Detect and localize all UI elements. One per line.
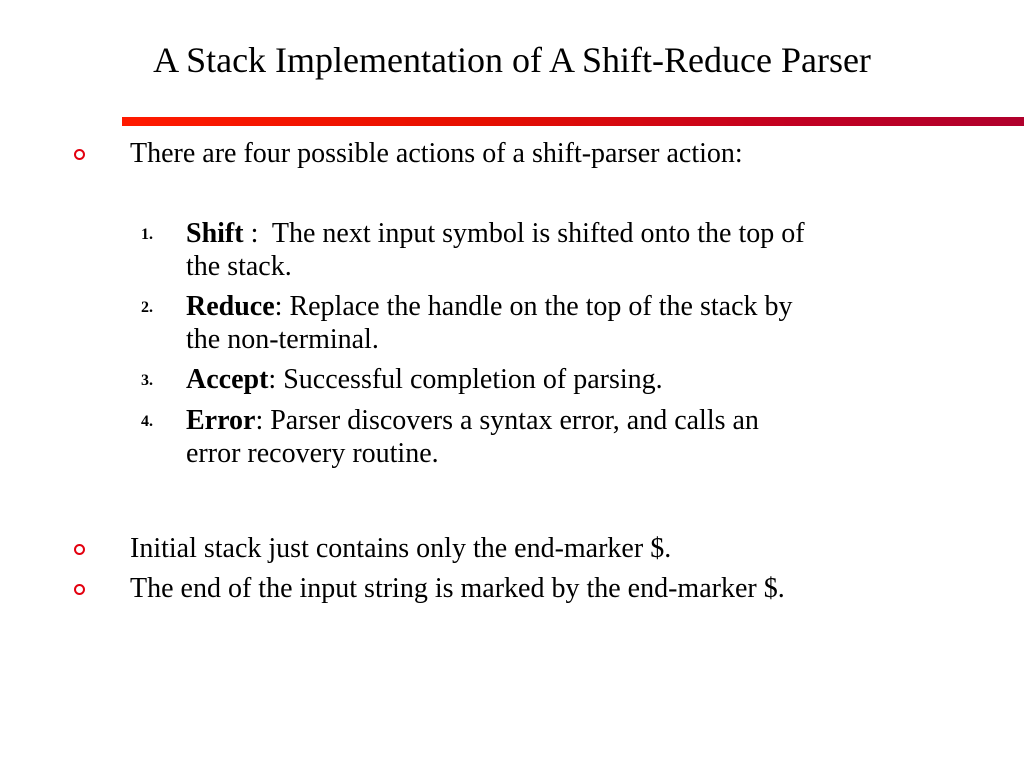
item-separator: : bbox=[255, 405, 271, 436]
item-text bbox=[186, 290, 956, 356]
item-term: Error bbox=[186, 405, 256, 436]
item-text bbox=[186, 217, 956, 283]
bullet-text: There are four possible actions of a shift-parser action: bbox=[130, 138, 743, 169]
item-term: Shift bbox=[186, 218, 244, 249]
item-description-continued: the stack. bbox=[186, 251, 292, 282]
item-number: 3. bbox=[141, 372, 153, 389]
item-term: Accept bbox=[186, 364, 269, 395]
circle-bullet-icon bbox=[74, 544, 85, 555]
item-description: Parser discovers a syntax error, and calls an bbox=[270, 405, 759, 436]
item-separator: : bbox=[268, 364, 284, 395]
item-description-continued: error recovery routine. bbox=[186, 438, 439, 469]
circle-bullet-icon bbox=[74, 149, 85, 160]
item-number: 4. bbox=[141, 413, 153, 430]
item-description: Successful completion of parsing. bbox=[283, 364, 663, 395]
item-number: 1. bbox=[141, 226, 153, 243]
item-description-continued: the non-terminal. bbox=[186, 324, 379, 355]
item-separator: : bbox=[243, 218, 272, 249]
item-text bbox=[186, 404, 956, 470]
item-separator: : bbox=[274, 291, 290, 322]
item-description: Replace the handle on the top of the stack by bbox=[289, 291, 793, 322]
circle-bullet-icon bbox=[74, 584, 85, 595]
item-number: 2. bbox=[141, 299, 153, 316]
item-term: Reduce bbox=[186, 291, 275, 322]
title-divider bbox=[122, 117, 1024, 126]
item-description: The next input symbol is shifted onto the top of bbox=[271, 218, 805, 249]
slide-title: A Stack Implementation of A Shift-Reduce Parser bbox=[153, 40, 871, 80]
item-text bbox=[186, 363, 956, 396]
bullet-text: Initial stack just contains only the end-marker $. bbox=[130, 533, 672, 564]
bullet-text: The end of the input string is marked by the end-marker $. bbox=[130, 573, 785, 604]
